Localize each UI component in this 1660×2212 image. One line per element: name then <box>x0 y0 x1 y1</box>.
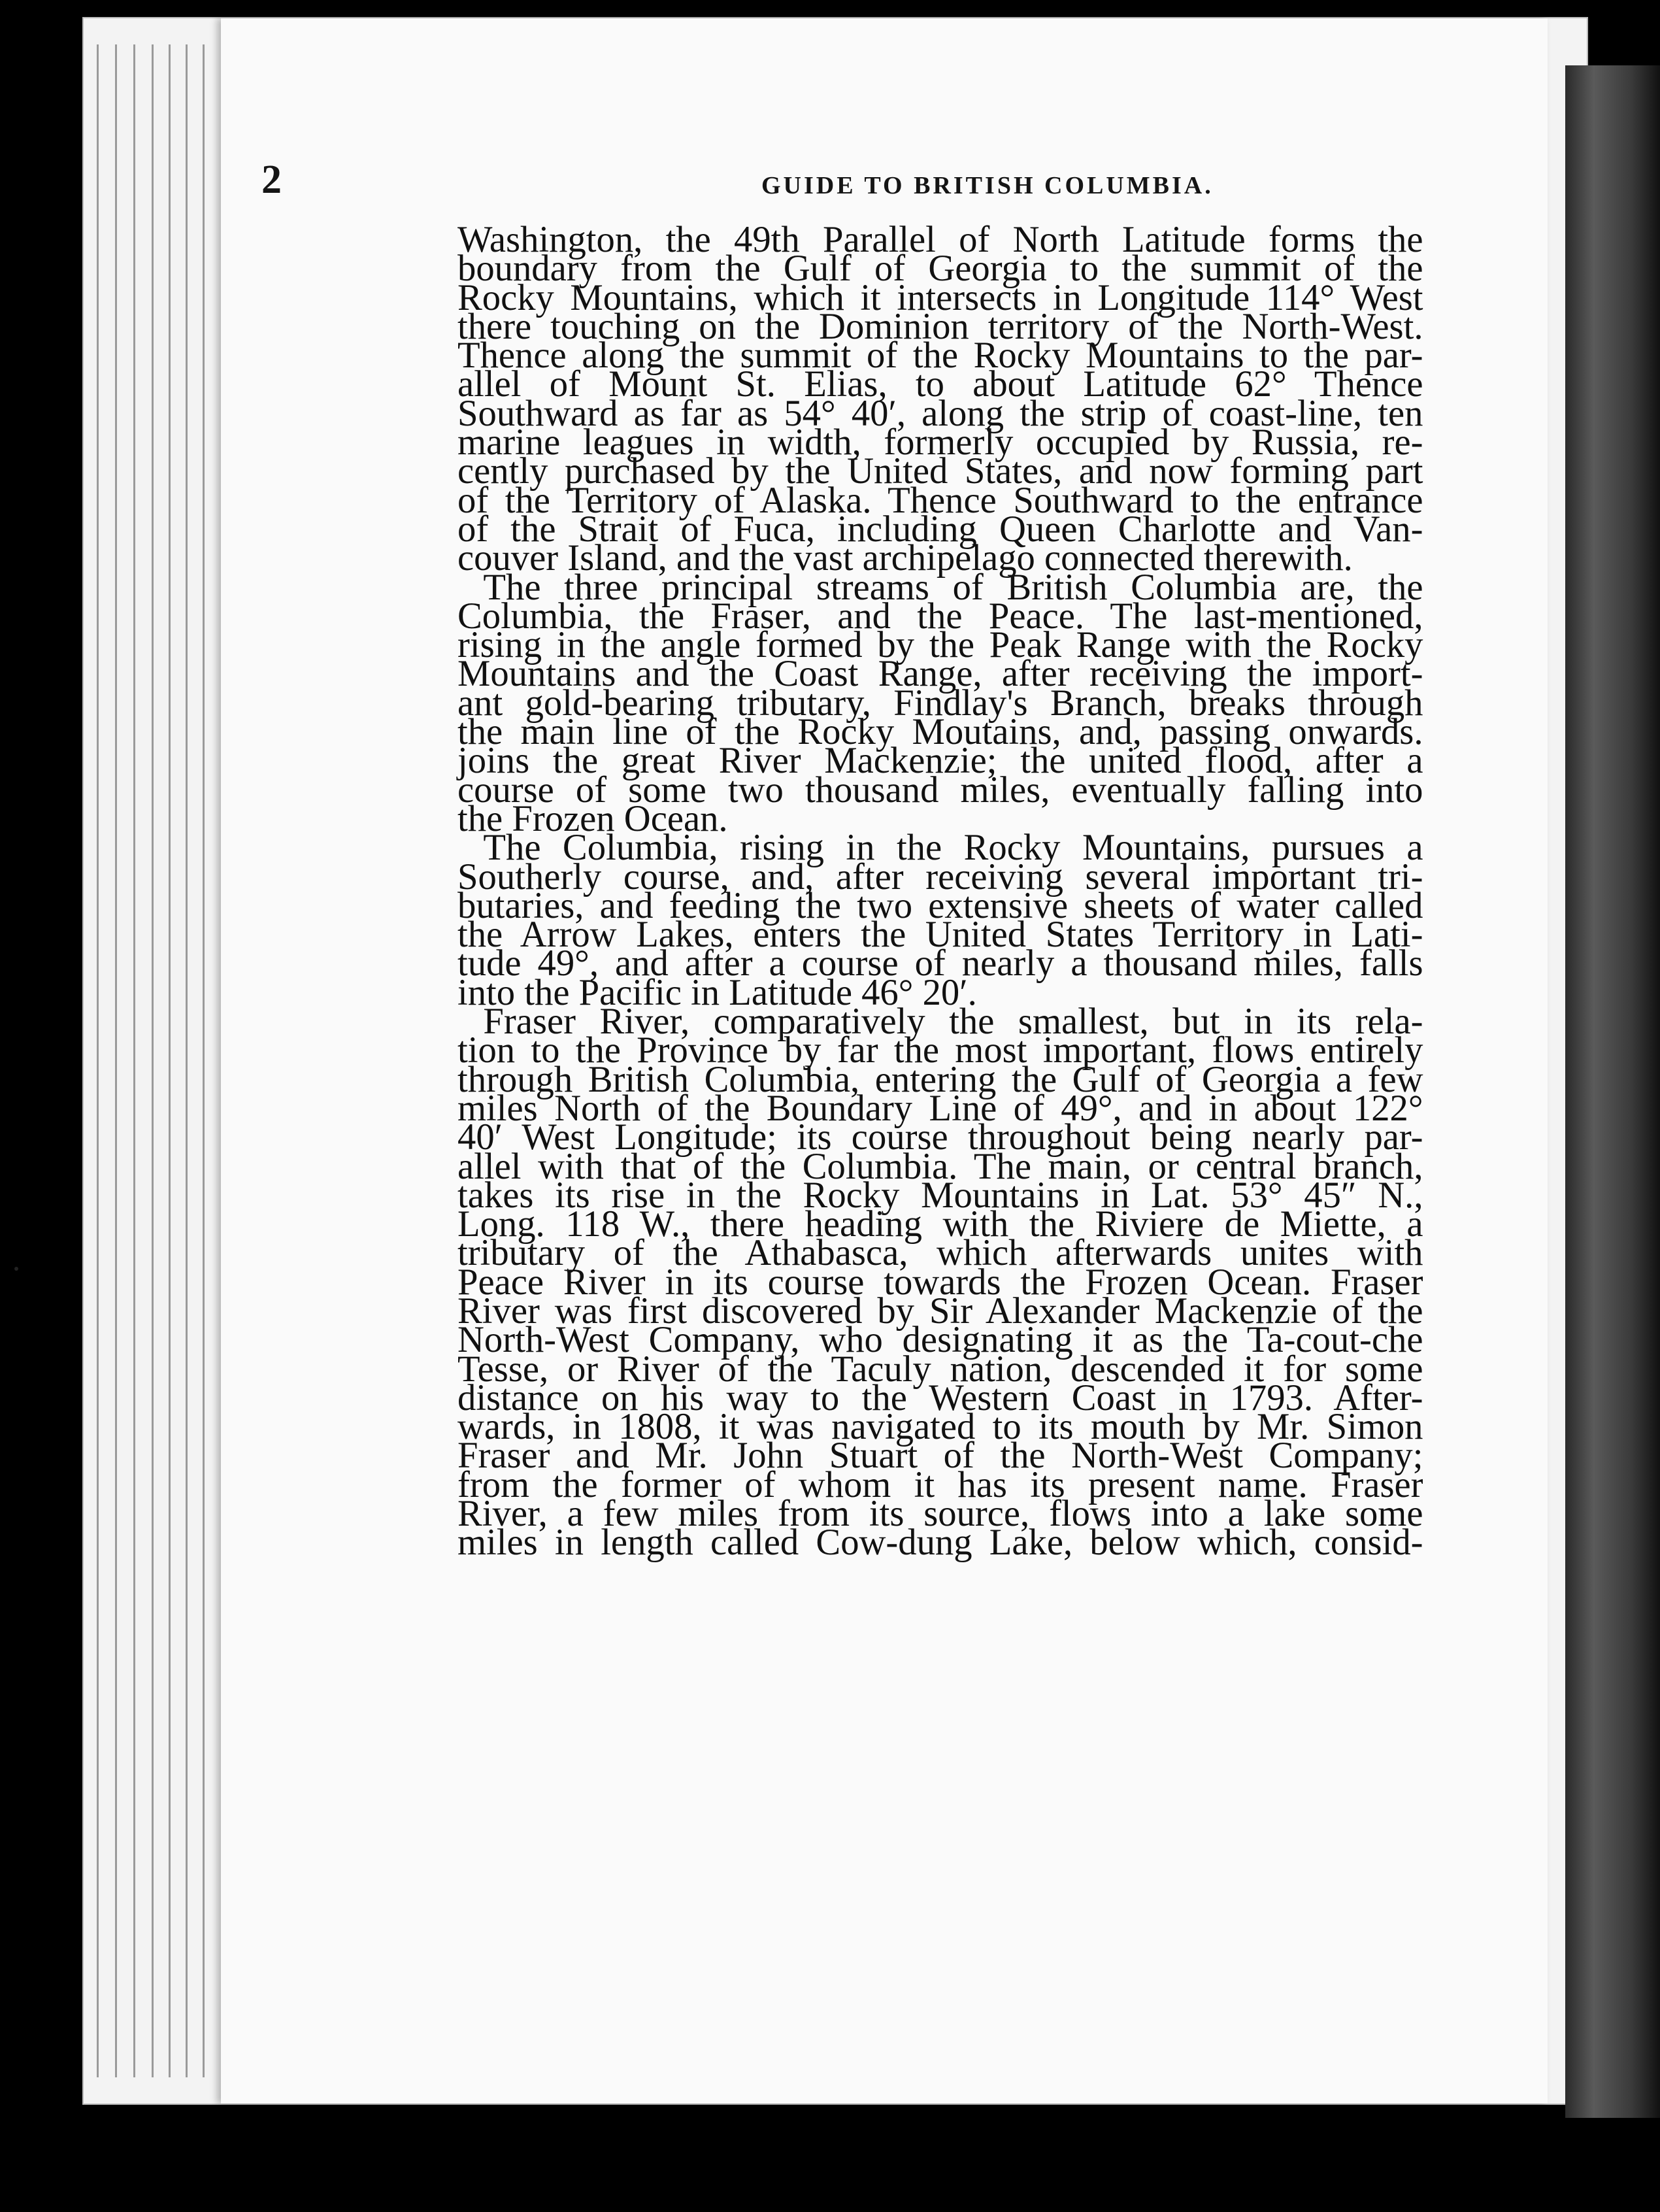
text-line: Washington, the 49th Parallel of North Latitude forms the <box>457 219 1423 260</box>
text-line: tributary of the Athabasca, which afterwards unites with <box>457 1232 1423 1274</box>
text-line: there touching on the Dominion territory of the North-West. <box>457 305 1423 347</box>
text-line: 40′ West Longitude; its course throughout being nearly par- <box>457 1116 1423 1158</box>
text-line: Columbia, the Fraser, and the Peace. The last-mentioned, <box>457 595 1423 637</box>
text-line: tion to the Province by far the most important, flows entirely <box>457 1030 1423 1071</box>
page-edge <box>133 44 135 2077</box>
text-line: Southward as far as 54° 40′, along the strip of coast-line, ten <box>457 392 1423 434</box>
text-line: butaries, and feeding the two extensive sheets of water called <box>457 884 1423 926</box>
text-line: rising in the angle formed by the Peak Range with the Rocky <box>457 624 1423 666</box>
text-line: The Columbia, rising in the Rocky Mountains, pursues a <box>483 827 1423 869</box>
text-line: the main line of the Rocky Moutains, and, passing onwards. <box>457 711 1423 753</box>
text-line: River, a few miles from its source, flows into a lake some <box>457 1493 1423 1535</box>
text-line: Long. 118 W., there heading with the Riviere de Miette, a <box>457 1203 1423 1245</box>
text-line: Thence along the summit of the Rocky Mountains to the par- <box>457 335 1423 377</box>
text-line: Tesse, or River of the Taculy nation, descended it for some <box>457 1348 1423 1390</box>
body-text <box>457 219 1423 1564</box>
text-line: allel of Mount St. Elias, to about Latitude 62° Thence <box>457 363 1423 405</box>
text-line: marine leagues in width, formerly occupied by Russia, re- <box>457 422 1423 463</box>
text-line: tude 49°, and after a course of nearly a thousand miles, falls <box>457 943 1423 984</box>
page-edge <box>152 44 154 2077</box>
text-line: North-West Company, who designating it as the Ta-cout-che <box>457 1319 1423 1361</box>
page-edge <box>169 44 171 2077</box>
text-line: the Frozen Ocean. <box>457 797 728 839</box>
text-line: cently purchased by the United States, and now forming part <box>457 450 1423 492</box>
text-line: wards, in 1808, it was navigated to its mouth by Mr. Simon <box>457 1406 1423 1448</box>
page-edge <box>203 44 205 2077</box>
text-line: Mountains and the Coast Range, after receiving the import- <box>457 653 1423 695</box>
text-line: Southerly course, and, after receiving several important tri- <box>457 856 1423 897</box>
page-edge <box>186 44 188 2077</box>
text-line: River was first discovered by Sir Alexander Mackenzie of the <box>457 1290 1423 1332</box>
text-line: joins the great River Mackenzie; the united flood, after a <box>457 740 1423 782</box>
page-edge <box>115 44 117 2077</box>
page-header <box>261 157 1457 216</box>
text-line: takes its rise in the Rocky Mountains in Lat. 53° 45″ N., <box>457 1174 1423 1216</box>
text-line: course of some two thousand miles, eventually falling into <box>457 769 1423 811</box>
text-line: into the Pacific in Latitude 46° 20′. <box>457 971 977 1013</box>
text-line: Rocky Mountains, which it intersects in Longitude 114° West <box>457 276 1423 318</box>
binding-shadow <box>1565 65 1660 2118</box>
text-line: Peace River in its course towards the Frozen Ocean. Fraser <box>457 1261 1423 1303</box>
text-line: miles North of the Boundary Line of 49°, and in about 122° <box>457 1087 1423 1129</box>
page-edge <box>97 44 99 2077</box>
text-line: the Arrow Lakes, enters the United States Territory in Lati- <box>457 914 1423 956</box>
text-line: ant gold-bearing tributary, Findlay's Branch, breaks through <box>457 682 1423 724</box>
running-head: GUIDE TO BRITISH COLUMBIA. <box>761 172 1214 199</box>
text-line: from the former of whom it has its present name. Fraser <box>457 1464 1423 1505</box>
text-line: The three principal streams of British Columbia are, the <box>483 566 1423 608</box>
text-line: Fraser River, comparatively the smallest, but in its rela- <box>483 1001 1423 1043</box>
text-line: allel with that of the Columbia. The main, or central branch, <box>457 1145 1423 1187</box>
text-line: through British Columbia, entering the Gulf of Georgia a few <box>457 1058 1423 1100</box>
text-line: Fraser and Mr. John Stuart of the North-West Company; <box>457 1435 1423 1477</box>
page-number: 2 <box>261 158 282 202</box>
text-line: of the Territory of Alaska. Thence Southward to the entrance <box>457 479 1423 521</box>
text-line: couver Island, and the vast archipelago connected therewith. <box>457 537 1353 579</box>
text-line: miles in length called Cow-dung Lake, below which, consid- <box>457 1522 1423 1564</box>
text-line: of the Strait of Fuca, including Queen Charlotte and Van- <box>457 508 1423 550</box>
text-line: boundary from the Gulf of Georgia to the summit of the <box>457 248 1423 290</box>
scan-speck <box>14 1267 18 1271</box>
text-line: distance on his way to the Western Coast in 1793. After- <box>457 1377 1423 1418</box>
